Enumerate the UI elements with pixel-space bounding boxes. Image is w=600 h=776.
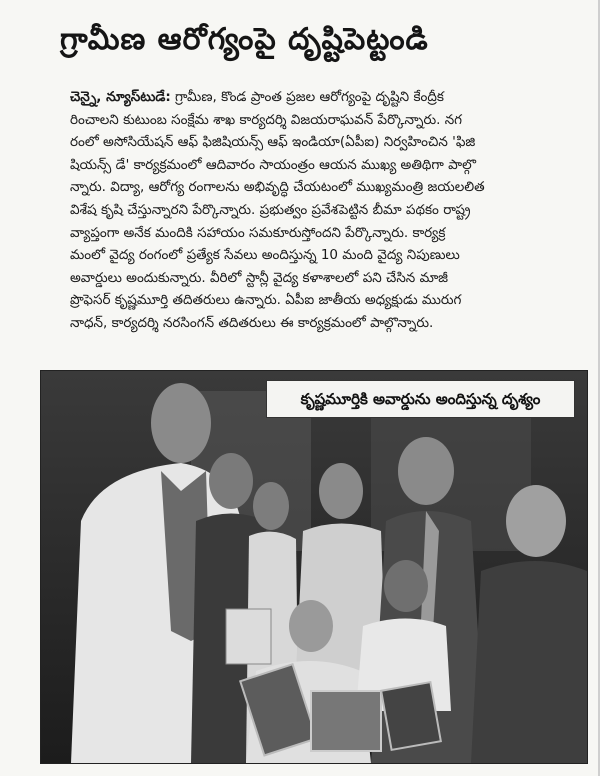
- article-line: వ్యాప్తంగా అనేక మందికి సహాయం సమకూరుస్తోందని పేర్కొన్నారు. కార్యక్ర: [70, 224, 446, 241]
- photo-caption: కృష్ణమూర్తికి అవార్డును అందిస్తున్న దృశ్యం: [266, 380, 575, 418]
- article-line-text: గ్రామీణ, కొండ ప్రాంత ప్రజల ఆరోగ్యంపై దృష్టిని కేంద్రీక: [170, 89, 444, 105]
- article-line: రించాలని కుటుంబ సంక్షేమ శాఖ కార్యదర్శి విజయరాఘవన్ పేర్కొన్నారు. నగ: [70, 111, 463, 128]
- article-line: రంలో అసోసియేషన్ ఆఫ్ ఫిజిషియన్స్ ఆఫ్ ఇండియా(ఏపీఐ) నిర్వహించిన 'ఫిజి: [70, 134, 476, 151]
- article-line: షియన్స్ డే' కార్యక్రమంలో ఆదివారం సాయంత్రం ఆయన ముఖ్య అతిథిగా పాల్గొ: [70, 156, 476, 173]
- article-line: నాధన్, కార్యదర్శి నరసింగన్ తదితరులు ఈ కార్యక్రమంలో పాల్గొన్నారు.: [70, 314, 434, 331]
- news-photo: [40, 370, 588, 764]
- article-line: విశేష కృషి చేస్తున్నారని పేర్కొన్నారు. ప్రభుత్వం ప్రవేశపెట్టిన బీమా పథకం రాష్ట్ర: [70, 201, 471, 218]
- article-body: [70, 86, 585, 335]
- article-line: న్నారు. విద్యా, ఆరోగ్య రంగాలను అభివృద్ధి చేయటంలో ముఖ్యమంత్రి జయలలిత: [70, 179, 485, 196]
- photo-scene: [41, 371, 587, 763]
- article-dateline: చెన్నై, న్యూస్‌టుడే:: [70, 89, 171, 105]
- article-line: [70, 86, 585, 109]
- article-line: మంలో వైద్య రంగంలో ప్రత్యేక సేవలు అందిస్తున్న 10 మంది వైద్య నిపుణులు: [70, 247, 460, 264]
- article-line: ప్రొఫెసర్ కృష్ణమూర్తి తదితరులు ఉన్నారు. ఏపీఐ జాతీయ అధ్యక్షుడు మురుగ: [70, 292, 462, 309]
- article-headline: గ్రామీణ ఆరోగ్యంపై దృష్టిపెట్టండి: [60, 22, 429, 57]
- article-line: అవార్డులు అందుకున్నారు. వీరిలో స్టాన్లీ వైద్య కళాశాలలో పని చేసిన మాజీ: [70, 269, 449, 286]
